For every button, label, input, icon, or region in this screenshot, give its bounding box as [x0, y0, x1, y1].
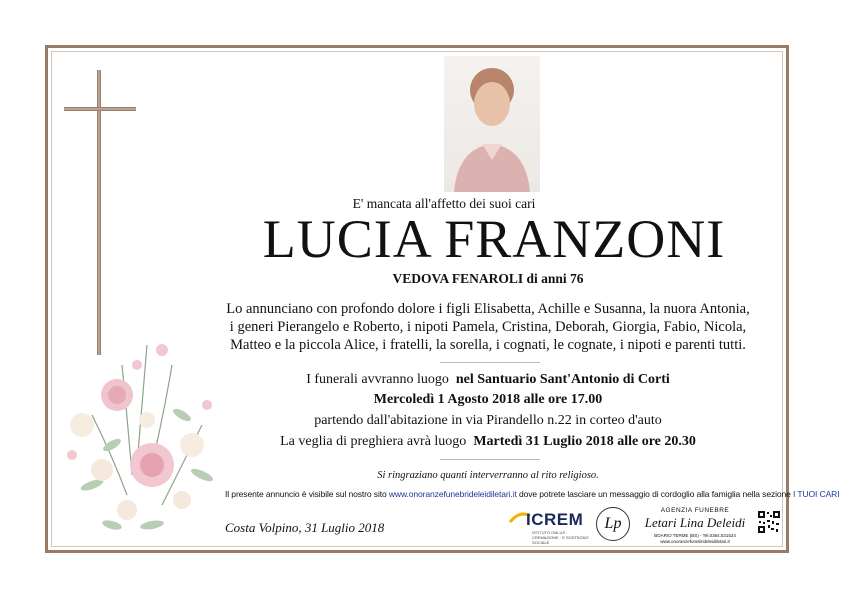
funeral-prefix: I funerali avvranno luogo — [306, 372, 449, 387]
notice-text: dove potrete lasciare un messaggio di cordoglio alla famiglia nella sezione — [519, 489, 791, 499]
separator — [440, 459, 540, 460]
website-link[interactable]: www.onoranzefunebrideleidiletari.it — [388, 489, 517, 499]
funeral-place: nel Santuario Sant'Antonio di Corti — [455, 372, 670, 387]
agency-logo — [636, 507, 754, 544]
icrem-logo — [508, 508, 589, 545]
icrem-title: ICREM — [526, 510, 584, 529]
qr-code-icon[interactable] — [758, 511, 780, 533]
announcement-line: i generi Pierangelo e Roberto, i nipoti Pamela, Cristina, Deborah, Giorgia, Fabio, Nicola, — [229, 319, 747, 335]
deceased-name: LUCIA FRANZONI — [262, 209, 726, 269]
thanks-text: Si ringraziano quanti interverranno al rito religioso. — [377, 470, 599, 481]
agency-site: www.onoranzefunebrideleidiletari.it — [660, 539, 730, 544]
agency-name: Letari Lina Deleidi — [644, 515, 746, 530]
agency-address: BOARIO TERME (BS) - Tel.0364.531524 — [654, 533, 736, 538]
funeral-procession: partendo dall'abitazione in via Pirandello n.22 in corteo d'auto — [314, 413, 662, 428]
agency-label: AGENZIA FUNEBRE — [660, 507, 730, 514]
vigil-prefix: La veglia di preghiera avrà luogo — [280, 434, 467, 449]
intro-text: E' mancata all'affetto dei suoi cari — [352, 196, 536, 211]
section-link[interactable]: I TUOI CARI — [793, 489, 840, 499]
deceased-photo — [444, 56, 540, 192]
announcement-line: Matteo e la piccola Alice, i fratelli, la sorella, i cognati, le cognate, i nipoti e parenti tutti. — [230, 337, 746, 353]
place-date: Costa Volpino, 31 Luglio 2018 — [225, 520, 385, 535]
funeral-location-line — [64, 372, 848, 388]
icrem-subtitle: ISTITUTO ONLUS · CREMAZIONE · E SOSTEGNO SOCIALE — [532, 530, 589, 545]
vigil-line — [64, 434, 848, 450]
cross-icon-horizontal — [64, 107, 136, 111]
announcement-line: Lo annunciano con profondo dolore i figli Elisabetta, Achille e Susanna, la nuora Antonia, — [226, 301, 750, 317]
online-notice — [225, 489, 840, 499]
funeral-date: Mercoledì 1 Agosto 2018 alle ore 17.00 — [373, 392, 603, 407]
notice-text: Il presente annuncio è visibile sul nostro sito — [225, 489, 387, 499]
separator — [440, 362, 540, 363]
vigil-date: Martedì 31 Luglio 2018 alle ore 20.30 — [473, 434, 696, 449]
deceased-subtitle: VEDOVA FENAROLI di anni 76 — [392, 271, 584, 286]
agency-seal-icon: Lp — [596, 507, 630, 541]
